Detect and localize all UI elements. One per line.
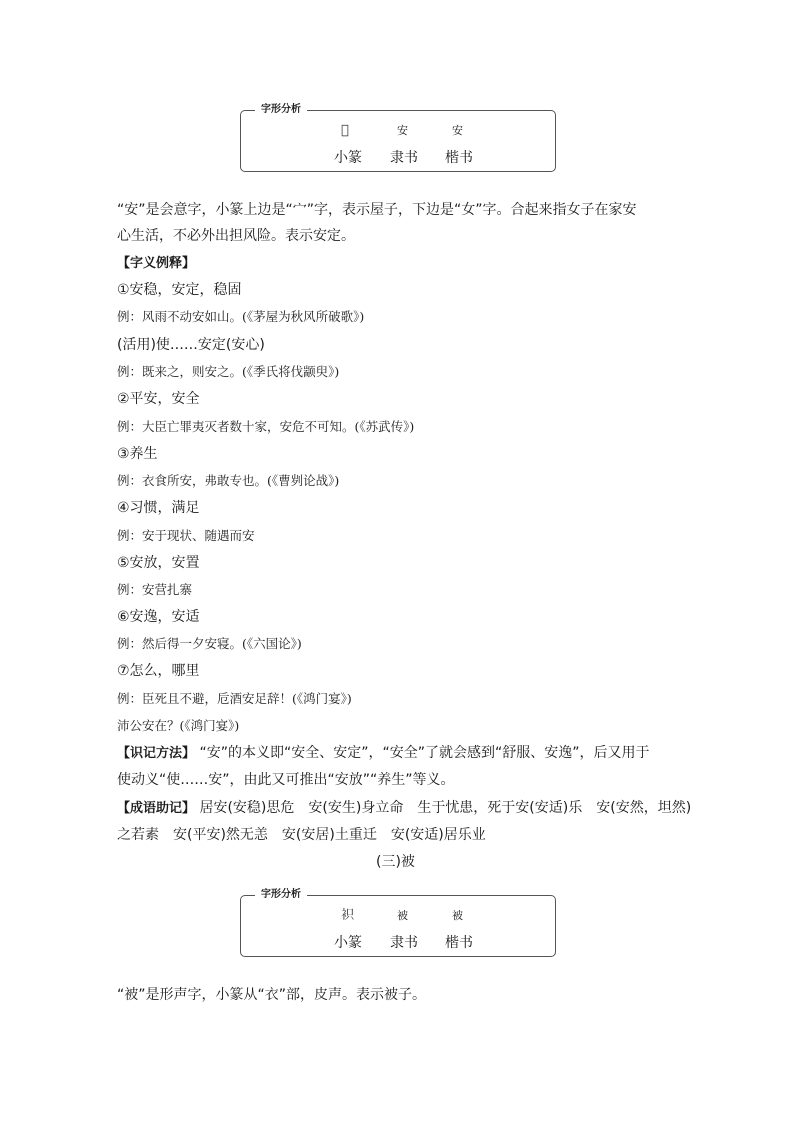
entry-example: 沛公安在？(《鸿门宴》) bbox=[117, 718, 240, 733]
intro-line-1: “安”是会意字，小篆上边是“宀”字，表示屋子，下边是“女”字。合起来指女子在家安 bbox=[117, 202, 637, 218]
glyph-analysis-box-bei bbox=[240, 889, 556, 957]
entry-example: 例：臣死且不避，卮酒安足辞！(《鸿门宴》) bbox=[117, 691, 352, 706]
memory-method-line-2: 使动义“使……安”，由此又可推出“安放”“养生”等义。 bbox=[117, 772, 455, 788]
label-seal: 小篆 bbox=[334, 150, 362, 166]
seal-script-glyph: 𧙋 bbox=[341, 908, 355, 923]
seal-script-glyph: 𡧊 bbox=[341, 123, 349, 138]
label-clerical: 隶书 bbox=[390, 150, 418, 166]
label-clerical: 隶书 bbox=[390, 935, 418, 951]
box-title: 字形分析 bbox=[255, 888, 307, 902]
entry-example: 例：衣食所安，弗敢专也。(《曹刿论战》) bbox=[117, 473, 340, 488]
label-regular: 楷书 bbox=[445, 935, 473, 951]
idiom-line-2: 之若素 安(平安)然无恙 安(安居)土重迁 安(安适)居乐业 bbox=[117, 827, 486, 843]
glyph-row bbox=[241, 123, 555, 141]
entry-example: 例：大臣亡罪夷灭者数十家，安危不可知。(《苏武传》) bbox=[117, 419, 415, 434]
section-heading: 【字义例释】 bbox=[117, 256, 196, 271]
intro-line-2: 心生活，不必外出担风险。表示安定。 bbox=[117, 228, 355, 244]
memory-method-line-1 bbox=[117, 743, 650, 764]
entry-meaning: ④习惯，满足 bbox=[117, 500, 200, 516]
label-seal: 小篆 bbox=[334, 935, 362, 951]
entry-meaning: ⑦怎么，哪里 bbox=[117, 663, 200, 679]
entry-example: 例：风雨不动安如山。(《茅屋为秋风所破歌》) bbox=[117, 309, 365, 324]
idiom-text: 居安(安稳)思危 安(安生)身立命 生于忧患，死于安(安适)乐 安(安然，坦然) bbox=[195, 800, 692, 816]
entry-example: 例：然后得一夕安寝。(《六国论》) bbox=[117, 636, 302, 651]
clerical-script-glyph: 被 bbox=[397, 909, 408, 922]
subsection-heading: (三)被 bbox=[376, 854, 415, 870]
regular-script-glyph: 安 bbox=[452, 124, 463, 137]
idiom-tag: 【成语助记】 bbox=[117, 801, 196, 816]
memory-method-tag: 【识记方法】 bbox=[117, 746, 196, 761]
entry-meaning: ⑤安放，安置 bbox=[117, 555, 200, 571]
entry-example: 例：安营扎寨 bbox=[117, 582, 193, 597]
glyph-row bbox=[241, 908, 555, 926]
memory-method-text: “安”的本义即“安全、安定”，“安全”了就会感到“舒服、安逸”，后又用于 bbox=[195, 745, 650, 761]
label-regular: 楷书 bbox=[445, 150, 473, 166]
entry-example: 例：安于现状、随遇而安 bbox=[117, 528, 255, 543]
idiom-line-1 bbox=[117, 798, 691, 819]
entry-meaning: ①安稳，安定，稳固 bbox=[117, 282, 242, 298]
entry-meaning: ②平安，安全 bbox=[117, 391, 200, 407]
box-title: 字形分析 bbox=[255, 103, 307, 117]
entry-meaning: (活用)使……安定(安心) bbox=[117, 337, 265, 353]
intro-bei: “被”是形声字，小篆从“衣”部，皮声。表示被子。 bbox=[117, 987, 427, 1003]
glyph-analysis-box-an bbox=[240, 104, 556, 172]
clerical-script-glyph: 安 bbox=[397, 124, 408, 137]
entry-meaning: ③养生 bbox=[117, 446, 158, 462]
entry-meaning: ⑥安逸，安适 bbox=[117, 609, 200, 625]
regular-script-glyph: 被 bbox=[452, 909, 463, 922]
entry-example: 例：既来之，则安之。(《季氏将伐颛臾》) bbox=[117, 364, 340, 379]
